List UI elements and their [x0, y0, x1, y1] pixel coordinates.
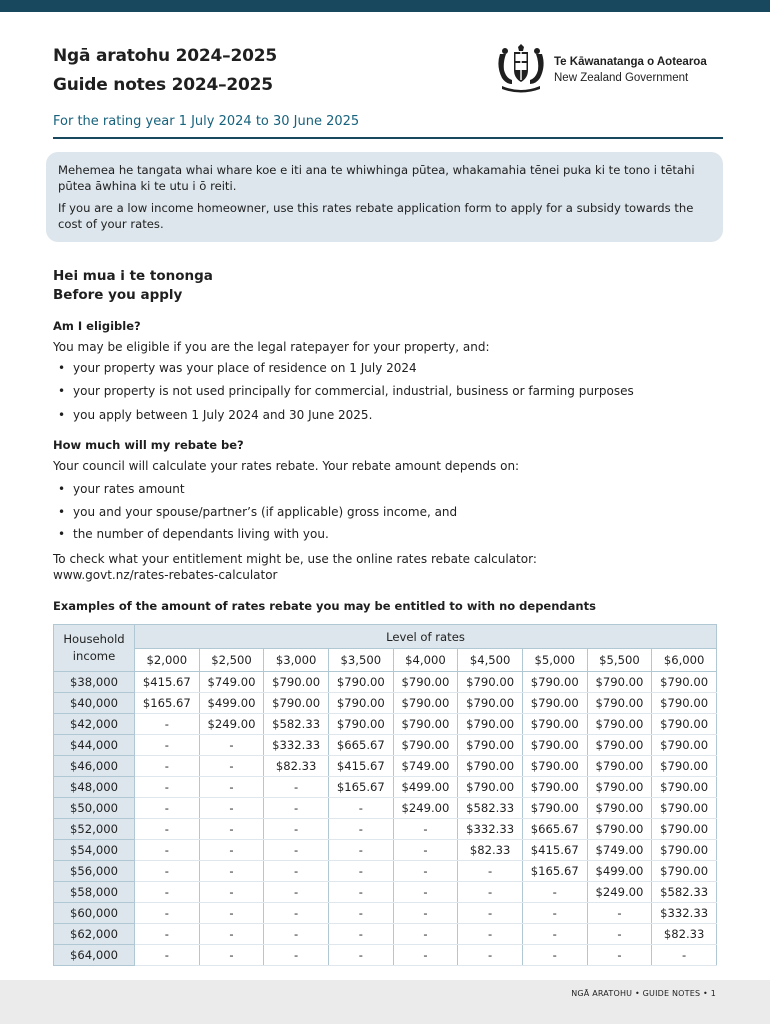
- rebate-value-cell: -: [199, 735, 264, 756]
- income-cell: $54,000: [54, 840, 135, 861]
- rebate-value-cell: $790.00: [587, 798, 652, 819]
- page-footer: [0, 980, 770, 1024]
- table-row: [54, 840, 717, 861]
- rebate-value-cell: $332.33: [264, 735, 329, 756]
- calculator-instruction: To check what your entitlement might be, use the online rates rebate calculator:: [53, 552, 537, 566]
- rebate-value-cell: -: [652, 945, 717, 966]
- rebate-value-cell: -: [135, 735, 200, 756]
- rebate-value-cell: $165.67: [135, 693, 200, 714]
- rebate-value-cell: $790.00: [458, 672, 523, 693]
- rebate-value-cell: $790.00: [393, 672, 458, 693]
- rebate-value-cell: -: [199, 819, 264, 840]
- rebate-value-cell: -: [458, 882, 523, 903]
- rebate-value-cell: -: [328, 798, 393, 819]
- eligibility-bullet: • your property is not used principally for commercial, industrial, business or farming purposes: [58, 384, 634, 398]
- rebate-value-cell: -: [328, 861, 393, 882]
- rebate-value-cell: -: [199, 861, 264, 882]
- rebate-value-cell: -: [393, 945, 458, 966]
- rebate-value-cell: -: [458, 903, 523, 924]
- rebate-value-cell: -: [135, 756, 200, 777]
- table-row: [54, 819, 717, 840]
- rebate-value-cell: $165.67: [522, 861, 587, 882]
- section-heading-english: Before you apply: [53, 287, 183, 303]
- rebate-value-cell: $790.00: [652, 672, 717, 693]
- rebate-value-cell: -: [328, 945, 393, 966]
- rebate-value-cell: -: [328, 903, 393, 924]
- rebate-value-cell: $749.00: [199, 672, 264, 693]
- household-income-header: [54, 625, 135, 672]
- rebate-value-cell: -: [328, 882, 393, 903]
- table-row: [54, 693, 717, 714]
- rate-level-header: $2,500: [199, 649, 264, 672]
- level-of-rates-header: Level of rates: [135, 625, 717, 649]
- rebate-value-cell: $790.00: [587, 714, 652, 735]
- rebate-value-cell: $790.00: [587, 672, 652, 693]
- rebate-value-cell: $790.00: [458, 693, 523, 714]
- rebate-value-cell: $790.00: [652, 777, 717, 798]
- bullet-text: your rates amount: [73, 482, 185, 496]
- bullet-text: you and your spouse/partner’s (if applicable) gross income, and: [73, 505, 458, 519]
- rebate-value-cell: -: [328, 840, 393, 861]
- rate-level-header: $5,500: [587, 649, 652, 672]
- income-cell: $46,000: [54, 756, 135, 777]
- income-cell: $42,000: [54, 714, 135, 735]
- rebate-value-cell: $790.00: [587, 756, 652, 777]
- rebate-value-cell: $665.67: [328, 735, 393, 756]
- rebate-value-cell: -: [199, 840, 264, 861]
- intro-callout: [46, 152, 723, 242]
- rebate-value-cell: $415.67: [135, 672, 200, 693]
- rebate-value-cell: $790.00: [652, 756, 717, 777]
- rebate-value-cell: $249.00: [587, 882, 652, 903]
- table-row: [54, 882, 717, 903]
- page-title-maori: Ngā aratohu 2024–2025: [53, 46, 277, 66]
- rebate-value-cell: $499.00: [393, 777, 458, 798]
- income-cell: $48,000: [54, 777, 135, 798]
- income-cell: $38,000: [54, 672, 135, 693]
- income-cell: $64,000: [54, 945, 135, 966]
- rebate-value-cell: $582.33: [652, 882, 717, 903]
- rebate-value-cell: -: [264, 903, 329, 924]
- income-cell: $58,000: [54, 882, 135, 903]
- rebate-value-cell: -: [199, 777, 264, 798]
- rebate-value-cell: $790.00: [522, 714, 587, 735]
- section-heading-maori: Hei mua i te tononga: [53, 268, 213, 284]
- rebate-value-cell: $790.00: [522, 777, 587, 798]
- nz-government-logo: [492, 44, 732, 94]
- income-cell: $44,000: [54, 735, 135, 756]
- rebate-value-cell: $790.00: [652, 714, 717, 735]
- table-body: [54, 672, 717, 966]
- logo-text-english: New Zealand Government: [554, 72, 689, 84]
- rebate-value-cell: -: [587, 903, 652, 924]
- rebate-value-cell: -: [135, 777, 200, 798]
- table-caption: Examples of the amount of rates rebate you may be entitled to with no dependants: [53, 599, 596, 613]
- top-banner: [0, 0, 770, 12]
- rebate-value-cell: -: [264, 861, 329, 882]
- rebate-value-cell: -: [264, 945, 329, 966]
- rebate-value-cell: -: [458, 945, 523, 966]
- rebate-value-cell: $790.00: [587, 735, 652, 756]
- rebate-value-cell: $499.00: [587, 861, 652, 882]
- bullet-text: you apply between 1 July 2024 and 30 June 2025.: [73, 408, 373, 422]
- table-row: [54, 924, 717, 945]
- rate-level-header: $2,000: [135, 649, 200, 672]
- rebate-value-cell: $790.00: [458, 735, 523, 756]
- rating-year-subtitle: For the rating year 1 July 2024 to 30 June 2025: [53, 114, 360, 129]
- rebate-value-cell: -: [522, 945, 587, 966]
- rebate-value-cell: -: [328, 819, 393, 840]
- rate-level-header: $5,000: [522, 649, 587, 672]
- rebate-value-cell: $749.00: [587, 840, 652, 861]
- table-row: [54, 945, 717, 966]
- rebate-value-cell: $790.00: [652, 840, 717, 861]
- rebate-bullet: • the number of dependants living with you.: [58, 527, 329, 541]
- rebate-value-cell: -: [393, 840, 458, 861]
- rebate-value-cell: -: [264, 798, 329, 819]
- rebate-value-cell: $790.00: [587, 693, 652, 714]
- rebate-value-cell: $790.00: [652, 735, 717, 756]
- rebate-value-cell: -: [587, 945, 652, 966]
- rebate-value-cell: $790.00: [328, 714, 393, 735]
- rebate-value-cell: $165.67: [328, 777, 393, 798]
- rebate-value-cell: $665.67: [522, 819, 587, 840]
- rebate-value-cell: $749.00: [393, 756, 458, 777]
- rebate-value-cell: -: [393, 819, 458, 840]
- rebate-bullet: • you and your spouse/partner’s (if applicable) gross income, and: [58, 505, 458, 519]
- table-header-row: [54, 625, 717, 649]
- rebate-value-cell: $415.67: [522, 840, 587, 861]
- income-cell: $62,000: [54, 924, 135, 945]
- rebate-value-cell: $249.00: [393, 798, 458, 819]
- income-cell: $50,000: [54, 798, 135, 819]
- rebate-value-cell: -: [199, 903, 264, 924]
- rebate-value-cell: -: [458, 924, 523, 945]
- rebate-value-cell: -: [199, 756, 264, 777]
- income-cell: $40,000: [54, 693, 135, 714]
- rebate-value-cell: -: [135, 714, 200, 735]
- rebate-value-cell: -: [199, 924, 264, 945]
- income-cell: $60,000: [54, 903, 135, 924]
- rebate-value-cell: $790.00: [328, 693, 393, 714]
- intro-text-maori: Mehemea he tangata whai whare koe e iti ana te whiwhinga pūtea, whakamahia tēnei puka ki te tono i tētahi pūtea āwhina ki te utu i ō reiti.: [58, 163, 695, 193]
- rebate-value-cell: $790.00: [393, 735, 458, 756]
- rebate-value-cell: $790.00: [522, 756, 587, 777]
- rebate-value-cell: -: [393, 861, 458, 882]
- rate-level-header: $3,500: [328, 649, 393, 672]
- table-row: [54, 714, 717, 735]
- intro-text-english: If you are a low income homeowner, use this rates rebate application form to apply for a subsidy towards the cost of your rates.: [58, 201, 694, 231]
- rebate-value-cell: $790.00: [652, 798, 717, 819]
- bullet-text: your property was your place of residence on 1 July 2024: [73, 361, 417, 375]
- rebate-value-cell: $790.00: [522, 798, 587, 819]
- rebate-value-cell: -: [264, 840, 329, 861]
- rebate-value-cell: $790.00: [458, 777, 523, 798]
- table-row: [54, 861, 717, 882]
- rebate-value-cell: -: [135, 924, 200, 945]
- rebate-value-cell: -: [135, 903, 200, 924]
- rebate-value-cell: -: [135, 945, 200, 966]
- income-cell: $56,000: [54, 861, 135, 882]
- rebate-value-cell: $415.67: [328, 756, 393, 777]
- rebate-value-cell: -: [264, 777, 329, 798]
- logo-text-maori: Te Kāwanatanga o Aotearoa: [554, 56, 707, 68]
- rebate-value-cell: $790.00: [587, 777, 652, 798]
- calculator-link[interactable]: www.govt.nz/rates-rebates-calculator: [53, 568, 278, 582]
- coat-of-arms-icon: [492, 44, 550, 94]
- table-row: [54, 903, 717, 924]
- rebate-value-cell: $790.00: [264, 693, 329, 714]
- rebate-value-cell: -: [135, 861, 200, 882]
- bullet-text: the number of dependants living with you.: [73, 527, 329, 541]
- rebate-value-cell: $82.33: [652, 924, 717, 945]
- rebate-value-cell: -: [522, 882, 587, 903]
- eligibility-lead: You may be eligible if you are the legal ratepayer for your property, and:: [53, 340, 490, 354]
- rebate-value-cell: $499.00: [199, 693, 264, 714]
- rebate-value-cell: -: [135, 798, 200, 819]
- rebate-bullet: • your rates amount: [58, 482, 185, 496]
- table-row: [54, 798, 717, 819]
- rebate-value-cell: $249.00: [199, 714, 264, 735]
- rate-levels-row: [54, 649, 717, 672]
- rebate-value-cell: $790.00: [458, 714, 523, 735]
- eligibility-bullet: • you apply between 1 July 2024 and 30 June 2025.: [58, 408, 373, 422]
- page-title-english: Guide notes 2024–2025: [53, 75, 273, 95]
- rebate-value-cell: -: [264, 924, 329, 945]
- rates-rebate-table: [53, 624, 717, 966]
- footer-text: NGĀ ARATOHU • GUIDE NOTES • 1: [571, 989, 716, 998]
- rebate-value-cell: $582.33: [264, 714, 329, 735]
- header-divider: [53, 137, 723, 139]
- rebate-value-cell: -: [328, 924, 393, 945]
- rebate-value-cell: $790.00: [264, 672, 329, 693]
- rebate-value-cell: $790.00: [522, 672, 587, 693]
- rebate-value-cell: -: [135, 840, 200, 861]
- income-cell: $52,000: [54, 819, 135, 840]
- table-row: [54, 735, 717, 756]
- rebate-value-cell: -: [458, 861, 523, 882]
- rebate-value-cell: $332.33: [652, 903, 717, 924]
- rebate-value-cell: $790.00: [522, 735, 587, 756]
- rebate-value-cell: $790.00: [652, 861, 717, 882]
- rebate-value-cell: $790.00: [393, 714, 458, 735]
- rebate-value-cell: -: [587, 924, 652, 945]
- rebate-heading: How much will my rebate be?: [53, 438, 244, 452]
- eligibility-bullet: • your property was your place of residence on 1 July 2024: [58, 361, 417, 375]
- rebate-lead: Your council will calculate your rates rebate. Your rebate amount depends on:: [53, 459, 520, 473]
- eligibility-heading: Am I eligible?: [53, 319, 141, 333]
- rate-level-header: $4,000: [393, 649, 458, 672]
- rebate-value-cell: -: [393, 882, 458, 903]
- rebate-value-cell: -: [393, 924, 458, 945]
- bullet-text: your property is not used principally for commercial, industrial, business or farming purposes: [73, 384, 634, 398]
- table-row: [54, 672, 717, 693]
- rebate-value-cell: -: [522, 903, 587, 924]
- rebate-value-cell: $790.00: [328, 672, 393, 693]
- rebate-value-cell: $82.33: [264, 756, 329, 777]
- header-label: Household: [63, 632, 125, 646]
- rebate-value-cell: $790.00: [587, 819, 652, 840]
- table-row: [54, 777, 717, 798]
- rebate-value-cell: $582.33: [458, 798, 523, 819]
- rebate-value-cell: -: [522, 924, 587, 945]
- rebate-value-cell: -: [264, 819, 329, 840]
- rebate-value-cell: -: [393, 903, 458, 924]
- rate-level-header: $3,000: [264, 649, 329, 672]
- rebate-value-cell: -: [199, 945, 264, 966]
- rebate-value-cell: $790.00: [522, 693, 587, 714]
- rebate-value-cell: $790.00: [652, 693, 717, 714]
- rebate-value-cell: $332.33: [458, 819, 523, 840]
- rebate-value-cell: -: [135, 819, 200, 840]
- rebate-value-cell: -: [199, 882, 264, 903]
- rate-level-header: $6,000: [652, 649, 717, 672]
- rebate-value-cell: -: [199, 798, 264, 819]
- rate-level-header: $4,500: [458, 649, 523, 672]
- rebate-value-cell: $790.00: [652, 819, 717, 840]
- table-row: [54, 756, 717, 777]
- rebate-value-cell: $790.00: [393, 693, 458, 714]
- rebate-value-cell: $82.33: [458, 840, 523, 861]
- rebate-value-cell: -: [135, 882, 200, 903]
- rebate-value-cell: $790.00: [458, 756, 523, 777]
- rebate-value-cell: -: [264, 882, 329, 903]
- header-label: income: [72, 649, 116, 663]
